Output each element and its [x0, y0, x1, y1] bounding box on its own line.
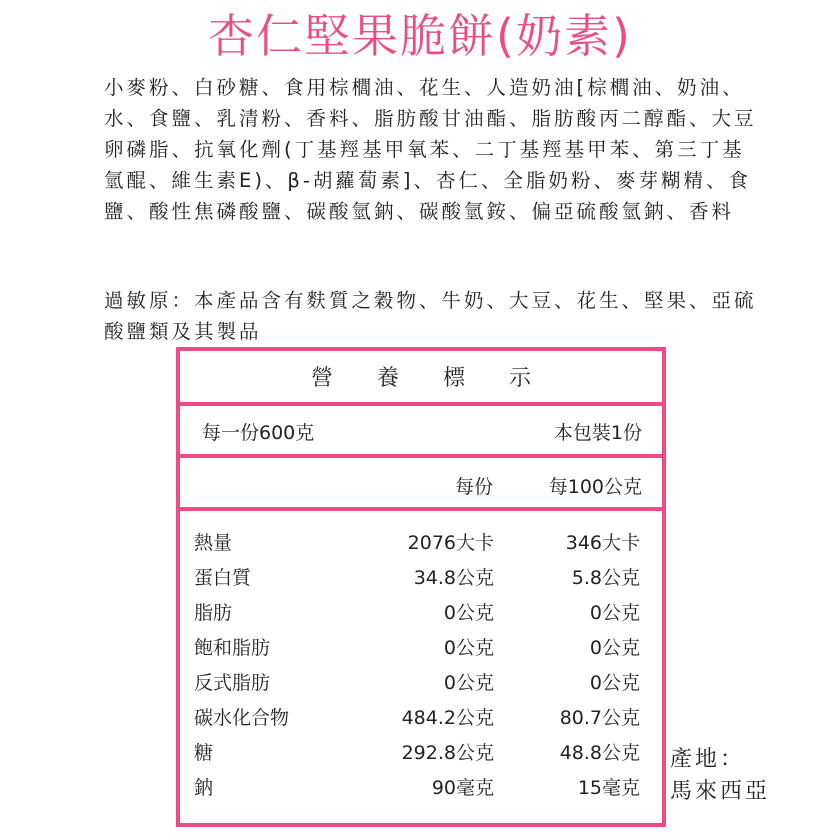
column-header-row: [180, 458, 662, 511]
nutrient-per-100g: 15毫克: [577, 777, 640, 799]
nutrient-row: [180, 734, 662, 769]
col-per-serving: 每份: [455, 476, 494, 498]
nutrient-name: 糖: [194, 742, 214, 764]
nutrient-row: [180, 769, 662, 804]
nutrient-name: 飽和脂肪: [194, 637, 271, 659]
nutrient-per-serving: 2076大卡: [407, 532, 494, 554]
nutrient-per-100g: 48.8公克: [559, 742, 640, 764]
nutrient-list: [180, 524, 662, 804]
nutrient-name: 蛋白質: [194, 567, 252, 589]
nutrition-title-char: 養: [376, 366, 399, 391]
serving-row: [180, 406, 662, 458]
serving-size: 每一份600克: [202, 422, 315, 444]
origin-value: 馬來西亞: [670, 779, 771, 804]
nutrient-per-100g: 0公克: [589, 672, 640, 694]
nutrition-title-char: 標: [443, 366, 466, 391]
nutrition-title-char: 示: [509, 366, 532, 391]
nutrient-per-100g: 80.7公克: [559, 707, 640, 729]
nutrient-row: [180, 524, 662, 559]
nutrient-per-100g: 346大卡: [565, 532, 640, 554]
nutrient-per-serving: 484.2公克: [401, 707, 494, 729]
origin-label: 產地：: [670, 747, 746, 772]
nutrient-name: 反式脂肪: [194, 672, 271, 694]
servings-per-pack: 本包裝1份: [553, 422, 642, 444]
nutrient-per-100g: 0公克: [589, 602, 640, 624]
product-title: 杏仁堅果脆餅(奶素): [208, 9, 632, 63]
nutrient-row: [180, 664, 662, 699]
nutrient-per-serving: 0公克: [443, 637, 494, 659]
nutrient-row: [180, 559, 662, 594]
nutrient-per-100g: 0公克: [589, 637, 640, 659]
nutrition-title: [180, 351, 662, 406]
nutrient-name: 碳水化合物: [194, 707, 290, 729]
nutrient-row: [180, 629, 662, 664]
nutrient-row: [180, 699, 662, 734]
ingredients-text: 小麥粉、白砂糖、食用棕櫚油、花生、人造奶油[棕櫚油、奶油、水、食鹽、乳清粉、香料、脂肪酸甘油酯、脂肪酸丙二醇酯、大豆卵磷脂、抗氧化劑(丁基羥基甲氧苯、二丁基羥基甲苯、第三丁基氫醌、維生素E)、β-胡蘿蔔素]、杏仁、全脂奶粉、麥芽糊精、食鹽、酸性焦磷酸鹽、碳酸氫鈉、碳酸氫銨、偏亞硫酸氫鈉、香料: [104, 76, 757, 223]
col-per-100g: 每100公克: [548, 476, 642, 498]
nutrient-per-serving: 0公克: [443, 602, 494, 624]
nutrient-name: 鈉: [194, 777, 214, 799]
nutrition-title-char: 營: [310, 366, 333, 391]
origin: [670, 744, 770, 808]
nutrient-name: 脂肪: [194, 602, 233, 624]
nutrient-per-serving: 0公克: [443, 672, 494, 694]
nutrient-name: 熱量: [194, 532, 233, 554]
nutrient-per-100g: 5.8公克: [571, 567, 640, 589]
nutrition-panel: [176, 347, 666, 827]
nutrient-per-serving: 34.8公克: [413, 567, 494, 589]
allergen-text: 過敏原：本產品含有麩質之穀物、牛奶、大豆、花生、堅果、亞硫酸鹽類及其製品: [104, 289, 757, 343]
nutrient-per-serving: 292.8公克: [401, 742, 494, 764]
nutrient-per-serving: 90毫克: [431, 777, 494, 799]
nutrient-row: [180, 594, 662, 629]
